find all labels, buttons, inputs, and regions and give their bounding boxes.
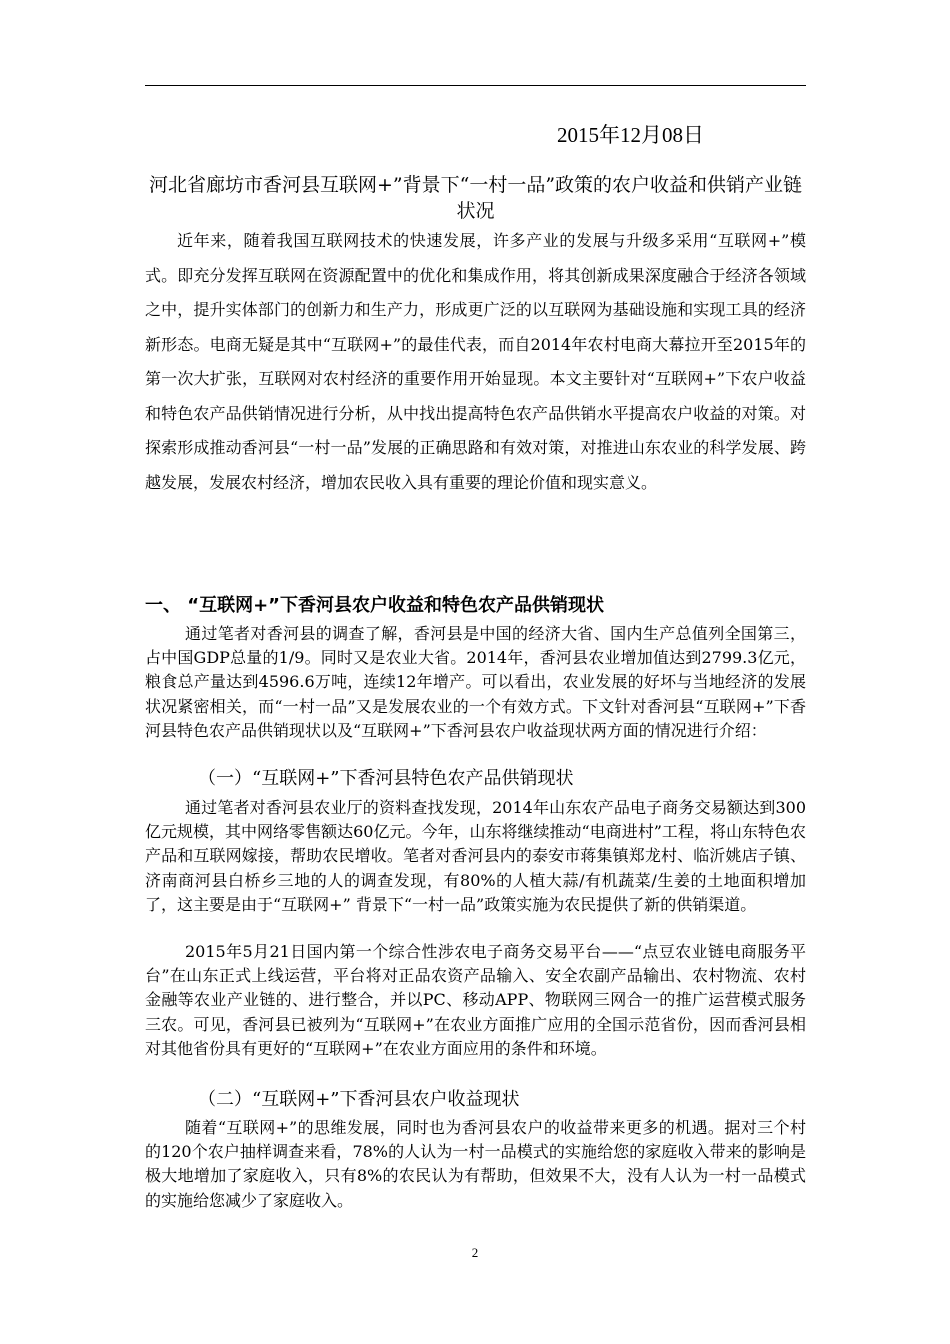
subsection-1-paragraph-1: 通过笔者对香河县农业厅的资料查找发现，2014年山东农产品电子商务交易额达到300亿元规模，其中网络零售额达60亿元。今年，山东将继续推动“电商进村”工程，将山东特色农产品和互联网嫁接，帮助农民增收。笔者对香河县内的泰安市蒋集镇郑龙村、临沂姚店子镇、济南商河县白桥乡三地的人的调查发现，有80%的人植大蒜/有机蔬菜/生姜的土地面积增加了，这主要是由于“互联网+” 背景下“一村一品”政策实施为农民提供了新的供销渠道。	[145, 798, 806, 914]
header-rule	[145, 85, 806, 86]
intro-paragraph: 近年来，随着我国互联网技术的快速发展，许多产业的发展与升级多采用“互联网+”模式。即充分发挥互联网在资源配置中的优化和集成作用，将其创新成果深度融合于经济各领域之中，提升实体部门的创新力和生产力，形成更广泛的以互联网为基础设施和实现工具的经济新形态。电商无疑是其中“互联网+”的最佳代表，而自2014年农村电商大幕拉开至2015年的第一次大扩张，互联网对农村经济的重要作用开始显现。本文主要针对“互联网+”下农户收益和特色农产品供销情况进行分析，从中找出提高特色农产品供销水平提高农户收益的对策。对探索形成推动香河县“一村一品”发展的正确思路和有效对策，对推进山东农业的科学发展、跨越发展，发展农村经济，增加农民收入具有重要的理论价值和现实意义。	[145, 231, 806, 492]
page-number: 2	[471, 1245, 479, 1260]
subsection-heading-2: （二）“互联网+”下香河县农户收益现状	[198, 1089, 520, 1110]
section-heading-1: 一、 “互联网+”下香河县农户收益和特色农产品供销现状	[145, 595, 605, 616]
subsection-heading-1: （一）“互联网+”下香河县特色农产品供销现状	[198, 768, 574, 789]
document-date: 2015年12月08日	[557, 123, 704, 147]
document-title: 河北省廊坊市香河县互联网+”背景下“一村一品”政策的农户收益和供销产业链状况	[148, 174, 803, 222]
subsection-2-paragraph: 随着“互联网+”的思维发展，同时也为香河县农户的收益带来更多的机遇。据对三个村的120个农户抽样调查来看，78%的人认为一村一品模式的实施给您的家庭收入带来的影响是极大地增加了家庭收入，只有8%的农民认为有帮助，但效果不大，没有人认为一村一品模式的实施给您减少了家庭收入。	[145, 1118, 806, 1210]
subsection-1-paragraph-2: 2015年5月21日国内第一个综合性涉农电子商务交易平台——“点豆农业链电商服务平台”在山东正式上线运营，平台将对正品农资产品输入、安全农副产品输出、农村物流、农村金融等农业产业链的、进行整合，并以PC、移动APP、物联网三网合一的推广运营模式服务三农。可见，香河县已被列为“互联网+”在农业方面推广应用的全国示范省份，因而香河县相对其他省份具有更好的“互联网+”在农业方面应用的条件和环境。	[145, 942, 806, 1058]
section-1-paragraph: 通过笔者对香河县的调查了解，香河县是中国的经济大省、国内生产总值列全国第三，占中国GDP总量的1/9。同时又是农业大省。2014年，香河县农业增加值达到2799.3亿元，粮食总产量达到4596.6万吨，连续12年增产。可以看出，农业发展的好坏与当地经济的发展状况紧密相关，而“一村一品”又是发展农业的一个有效方式。下文针对香河县“互联网+”下香河县特色农产品供销现状以及“互联网+”下香河县农户收益现状两方面的情况进行介绍：	[145, 624, 806, 740]
